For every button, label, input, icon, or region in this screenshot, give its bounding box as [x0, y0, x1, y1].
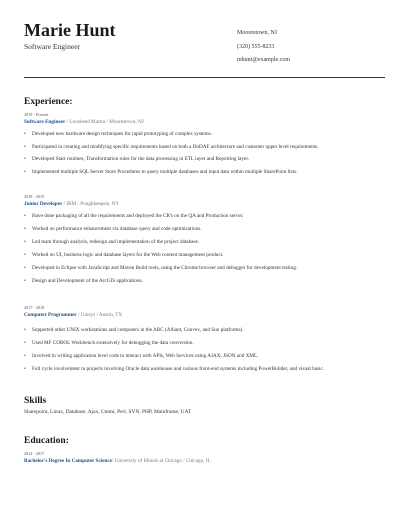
- contact-location: Moorestown, NJ: [237, 30, 277, 36]
- job-entry: [24, 112, 386, 176]
- header-divider: [24, 77, 385, 78]
- education-details: / University of Illinois at Chicago / Chicago, IL: [111, 458, 211, 464]
- job-bullets: [24, 213, 386, 285]
- job-bullets: [24, 327, 386, 373]
- skills-heading: Skills: [24, 396, 47, 406]
- job-title: Computer Programmer: [24, 312, 77, 318]
- job-bullet: • Developed in Eclipse with JavaScript and Maven Build tools, using the Chrome browser and debugger for development testing.: [24, 265, 386, 272]
- job-details: / Lockheed Martin / Moorestown, NJ: [65, 119, 144, 125]
- job-bullet: • Led team through analysis, redesign and implementation of the project database.: [24, 239, 386, 246]
- education-degree: Bachelor's Degree In Computer Science: [24, 458, 112, 464]
- job-header: [24, 311, 386, 319]
- job-bullet: • Implemented multiple SQL Server Store Procedures to query multiple databases and input data within multiple SharePoint lists.: [24, 169, 386, 176]
- candidate-role: Software Engineer: [24, 42, 81, 51]
- job-bullet: • Supported other UNIX workstations and computers in the ARC (Alliant, Convex, and Sun platforms).: [24, 327, 386, 334]
- job-details: / IBM / Poughkeepsie, NY: [62, 201, 120, 207]
- job-bullet: • Have done packaging of all the requirements and deployed the CR's on the QA and Production server.: [24, 213, 386, 220]
- job-bullet: • Full cycle involvement in projects involving Oracle data warehouse and various front-end systems including PowerBuilder, and visual basic.: [24, 366, 386, 373]
- education-entry: [24, 458, 211, 464]
- job-bullet: • Developed Start routines, Transformation rules for the data processing in ETL layer and Reporting layer.: [24, 156, 386, 163]
- candidate-name: Marie Hunt: [24, 20, 116, 40]
- job-bullets: [24, 131, 386, 176]
- experience-heading: Experience:: [24, 97, 73, 107]
- job-entry: [24, 305, 386, 373]
- contact-email: mhunt@example.com: [237, 57, 291, 63]
- job-bullet: • Developed new hardware design techniques for rapid prototyping of complex systems.: [24, 131, 386, 138]
- job-bullet: • Design and Development of the ArcGIS applications.: [24, 278, 386, 285]
- job-dates: 2019 - Present: [24, 112, 49, 117]
- job-bullet: • Worked on UI, business logic and database layers for the Web content management product.: [24, 252, 386, 259]
- job-dates: 2017 - 2018: [24, 305, 45, 310]
- job-dates: 2018 - 2019: [24, 194, 45, 199]
- skills-list: Sharepoint, Linux, Database, Ajax, Cmmi, Perl, SVN, PHP, Mainframe, UAT: [24, 409, 192, 415]
- job-header: [24, 118, 386, 126]
- job-bullet: • Participated in creating and modifying specific requirements based on both a DoDAF architecture and customer upper level requirements.: [24, 144, 386, 151]
- education-dates: 2014 - 2017: [24, 451, 45, 456]
- contact-phone: (320) 555-8233: [237, 43, 275, 50]
- job-entry: [24, 194, 386, 285]
- job-header: [24, 200, 386, 208]
- education-heading: Education:: [24, 436, 69, 446]
- job-title: Software Engineer: [24, 119, 66, 125]
- job-details: / Unisys / Austin, TX: [76, 312, 123, 318]
- job-title: Junior Developer: [24, 201, 63, 207]
- job-bullet: • Worked on performance enhancement via database query and code optimizations.: [24, 226, 386, 233]
- contact-block: [237, 29, 290, 70]
- job-bullet: • Used MF COBOL Workbench extensively for debugging the data conversion.: [24, 340, 386, 347]
- job-bullet: • Involved in writing application level code to interact with APIs, Web Services using AJAX, JSON and XML.: [24, 353, 386, 360]
